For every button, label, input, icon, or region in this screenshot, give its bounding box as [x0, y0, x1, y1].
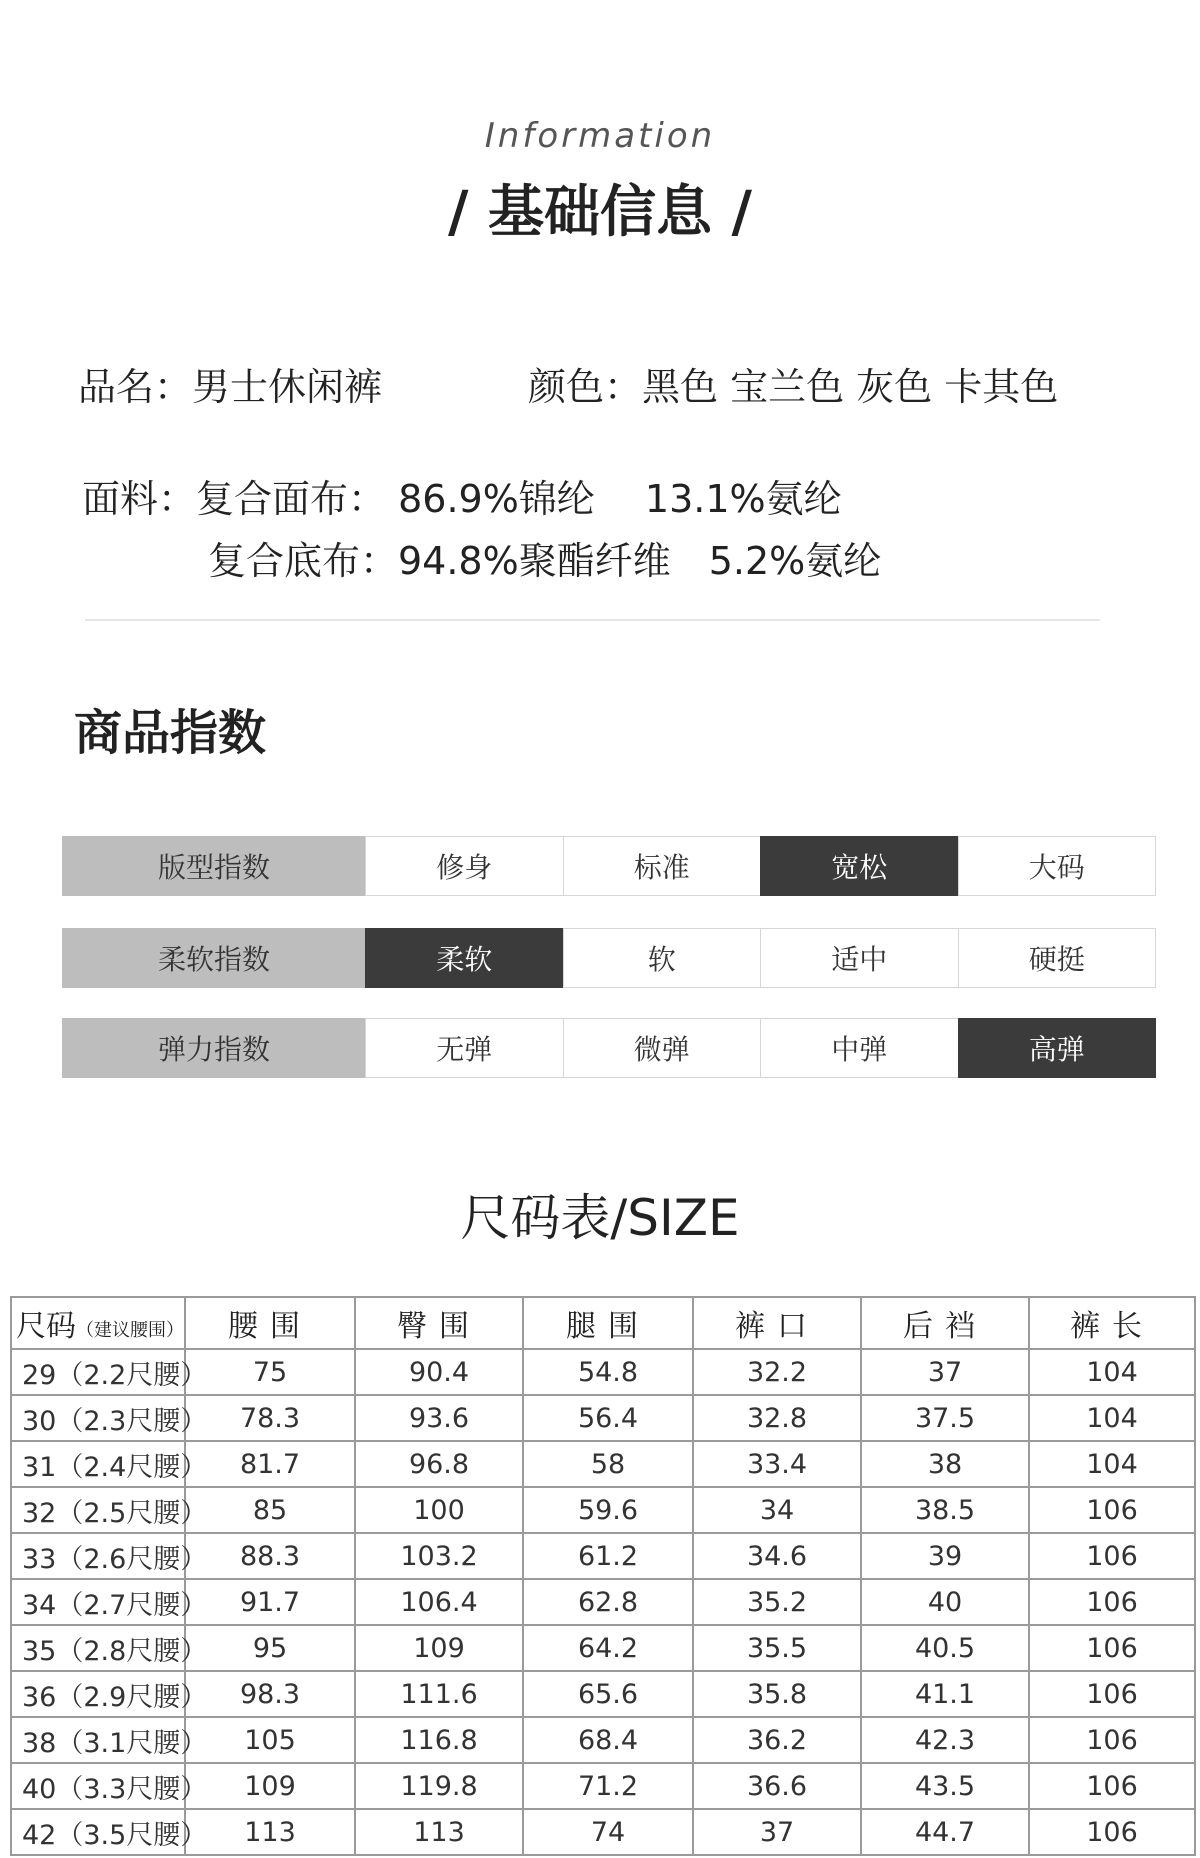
product-name-label: 品名： — [78, 365, 193, 409]
measurement-cell: 35.8 — [693, 1671, 861, 1717]
size-table — [10, 1296, 1196, 1856]
measurement-cell: 54.8 — [523, 1349, 693, 1395]
size-cell: 29（2.2尺腰） — [11, 1349, 185, 1395]
size-cell: 42（3.5尺腰） — [11, 1809, 185, 1855]
measurement-cell: 75 — [185, 1349, 355, 1395]
measurement-cell: 106 — [1029, 1625, 1195, 1671]
fabric-line-2: 复合底布：94.8%聚酯纤维 5.2%氨纶 — [208, 539, 882, 583]
measurement-cell: 34 — [693, 1487, 861, 1533]
measurement-cell: 58 — [523, 1441, 693, 1487]
measurement-cell: 96.8 — [355, 1441, 523, 1487]
measurement-cell: 104 — [1029, 1349, 1195, 1395]
measurement-cell: 105 — [185, 1717, 355, 1763]
index-option-selected: 宽松 — [760, 836, 959, 896]
size-cell: 33（2.6尺腰） — [11, 1533, 185, 1579]
measurement-cell: 68.4 — [523, 1717, 693, 1763]
measurement-cell: 95 — [185, 1625, 355, 1671]
measurement-cell: 106.4 — [355, 1579, 523, 1625]
index-option: 硬挺 — [958, 928, 1157, 988]
measurement-cell: 106 — [1029, 1717, 1195, 1763]
index-option: 微弹 — [563, 1018, 762, 1078]
measurement-cell: 32.8 — [693, 1395, 861, 1441]
measurement-cell: 90.4 — [355, 1349, 523, 1395]
size-table-body — [11, 1349, 1195, 1855]
column-header: 裤长 — [1029, 1297, 1195, 1349]
measurement-cell: 42.3 — [861, 1717, 1029, 1763]
product-name-value: 男士休闲裤 — [192, 365, 383, 409]
measurement-cell: 103.2 — [355, 1533, 523, 1579]
size-cell: 36（2.9尺腰） — [11, 1671, 185, 1717]
index-option: 适中 — [760, 928, 959, 988]
measurement-cell: 32.2 — [693, 1349, 861, 1395]
measurement-cell: 93.6 — [355, 1395, 523, 1441]
measurement-cell: 88.3 — [185, 1533, 355, 1579]
index-option-selected: 柔软 — [365, 928, 564, 988]
measurement-cell: 109 — [185, 1763, 355, 1809]
size-chart-title: 尺码表/SIZE — [460, 1189, 740, 1247]
column-header: 裤口 — [693, 1297, 861, 1349]
size-column-header — [11, 1297, 185, 1349]
table-row — [11, 1625, 1195, 1671]
product-color-row — [528, 356, 1058, 411]
measurement-cell: 113 — [355, 1809, 523, 1855]
table-row — [11, 1487, 1195, 1533]
index-option: 中弹 — [760, 1018, 959, 1078]
product-name-row — [78, 356, 382, 411]
size-column-header-sub: （建议腰围） — [76, 1320, 184, 1341]
measurement-cell: 62.8 — [523, 1579, 693, 1625]
measurement-cell: 36.2 — [693, 1717, 861, 1763]
measurement-cell: 38.5 — [861, 1487, 1029, 1533]
section-subtitle-en: Information — [484, 116, 716, 156]
measurement-cell: 85 — [185, 1487, 355, 1533]
fabric-row-1 — [82, 468, 842, 523]
measurement-cell: 56.4 — [523, 1395, 693, 1441]
section-title-basic-info: / 基础信息 / — [448, 180, 752, 245]
measurement-cell: 91.7 — [185, 1579, 355, 1625]
measurement-cell: 104 — [1029, 1395, 1195, 1441]
measurement-cell: 116.8 — [355, 1717, 523, 1763]
measurement-cell: 106 — [1029, 1533, 1195, 1579]
measurement-cell: 113 — [185, 1809, 355, 1855]
table-row — [11, 1441, 1195, 1487]
index-section-title: 商品指数 — [74, 705, 267, 761]
measurement-cell: 44.7 — [861, 1809, 1029, 1855]
index-row-label: 版型指数 — [62, 836, 366, 896]
measurement-cell: 104 — [1029, 1441, 1195, 1487]
index-option-selected: 高弹 — [958, 1018, 1157, 1078]
table-row — [11, 1717, 1195, 1763]
measurement-cell: 65.6 — [523, 1671, 693, 1717]
size-cell: 35（2.8尺腰） — [11, 1625, 185, 1671]
size-column-header-main: 尺码 — [16, 1309, 76, 1344]
column-header: 臀围 — [355, 1297, 523, 1349]
index-row-label: 弹力指数 — [62, 1018, 366, 1078]
table-row — [11, 1671, 1195, 1717]
measurement-cell: 98.3 — [185, 1671, 355, 1717]
measurement-cell: 71.2 — [523, 1763, 693, 1809]
size-cell: 32（2.5尺腰） — [11, 1487, 185, 1533]
index-option: 软 — [563, 928, 762, 988]
product-color-label: 颜色： — [528, 365, 643, 409]
index-row-fit — [62, 836, 1156, 896]
measurement-cell: 37 — [861, 1349, 1029, 1395]
index-row-softness — [62, 928, 1156, 988]
measurement-cell: 106 — [1029, 1579, 1195, 1625]
measurement-cell: 74 — [523, 1809, 693, 1855]
measurement-cell: 35.5 — [693, 1625, 861, 1671]
index-row-elasticity — [62, 1018, 1156, 1078]
measurement-cell: 38 — [861, 1441, 1029, 1487]
measurement-cell: 35.2 — [693, 1579, 861, 1625]
index-option: 标准 — [563, 836, 762, 896]
column-header: 腿围 — [523, 1297, 693, 1349]
measurement-cell: 40 — [861, 1579, 1029, 1625]
fabric-line-1: 复合面布： 86.9%锦纶 13.1%氨纶 — [196, 477, 842, 521]
measurement-cell: 39 — [861, 1533, 1029, 1579]
size-table-header — [11, 1297, 1195, 1349]
column-header: 后裆 — [861, 1297, 1029, 1349]
measurement-cell: 41.1 — [861, 1671, 1029, 1717]
fabric-row-2 — [208, 530, 881, 585]
size-cell: 30（2.3尺腰） — [11, 1395, 185, 1441]
size-cell: 38（3.1尺腰） — [11, 1717, 185, 1763]
table-row — [11, 1763, 1195, 1809]
measurement-cell: 33.4 — [693, 1441, 861, 1487]
divider — [85, 619, 1100, 621]
column-header: 腰围 — [185, 1297, 355, 1349]
measurement-cell: 111.6 — [355, 1671, 523, 1717]
measurement-cell: 106 — [1029, 1671, 1195, 1717]
fabric-label: 面料： — [82, 477, 197, 521]
table-row — [11, 1349, 1195, 1395]
measurement-cell: 106 — [1029, 1487, 1195, 1533]
measurement-cell: 36.6 — [693, 1763, 861, 1809]
measurement-cell: 59.6 — [523, 1487, 693, 1533]
table-row — [11, 1579, 1195, 1625]
measurement-cell: 119.8 — [355, 1763, 523, 1809]
table-row — [11, 1809, 1195, 1855]
measurement-cell: 106 — [1029, 1809, 1195, 1855]
measurement-cell: 81.7 — [185, 1441, 355, 1487]
size-cell: 40（3.3尺腰） — [11, 1763, 185, 1809]
measurement-cell: 106 — [1029, 1763, 1195, 1809]
product-color-value: 黑色 宝兰色 灰色 卡其色 — [642, 365, 1059, 409]
measurement-cell: 100 — [355, 1487, 523, 1533]
measurement-cell: 34.6 — [693, 1533, 861, 1579]
index-option: 大码 — [958, 836, 1157, 896]
measurement-cell: 37.5 — [861, 1395, 1029, 1441]
measurement-cell: 109 — [355, 1625, 523, 1671]
size-cell: 31（2.4尺腰） — [11, 1441, 185, 1487]
measurement-cell: 64.2 — [523, 1625, 693, 1671]
size-cell: 34（2.7尺腰） — [11, 1579, 185, 1625]
measurement-cell: 78.3 — [185, 1395, 355, 1441]
index-option: 修身 — [365, 836, 564, 896]
measurement-cell: 43.5 — [861, 1763, 1029, 1809]
table-row — [11, 1533, 1195, 1579]
index-option: 无弹 — [365, 1018, 564, 1078]
measurement-cell: 40.5 — [861, 1625, 1029, 1671]
measurement-cell: 37 — [693, 1809, 861, 1855]
table-row — [11, 1395, 1195, 1441]
measurement-cell: 61.2 — [523, 1533, 693, 1579]
index-row-label: 柔软指数 — [62, 928, 366, 988]
